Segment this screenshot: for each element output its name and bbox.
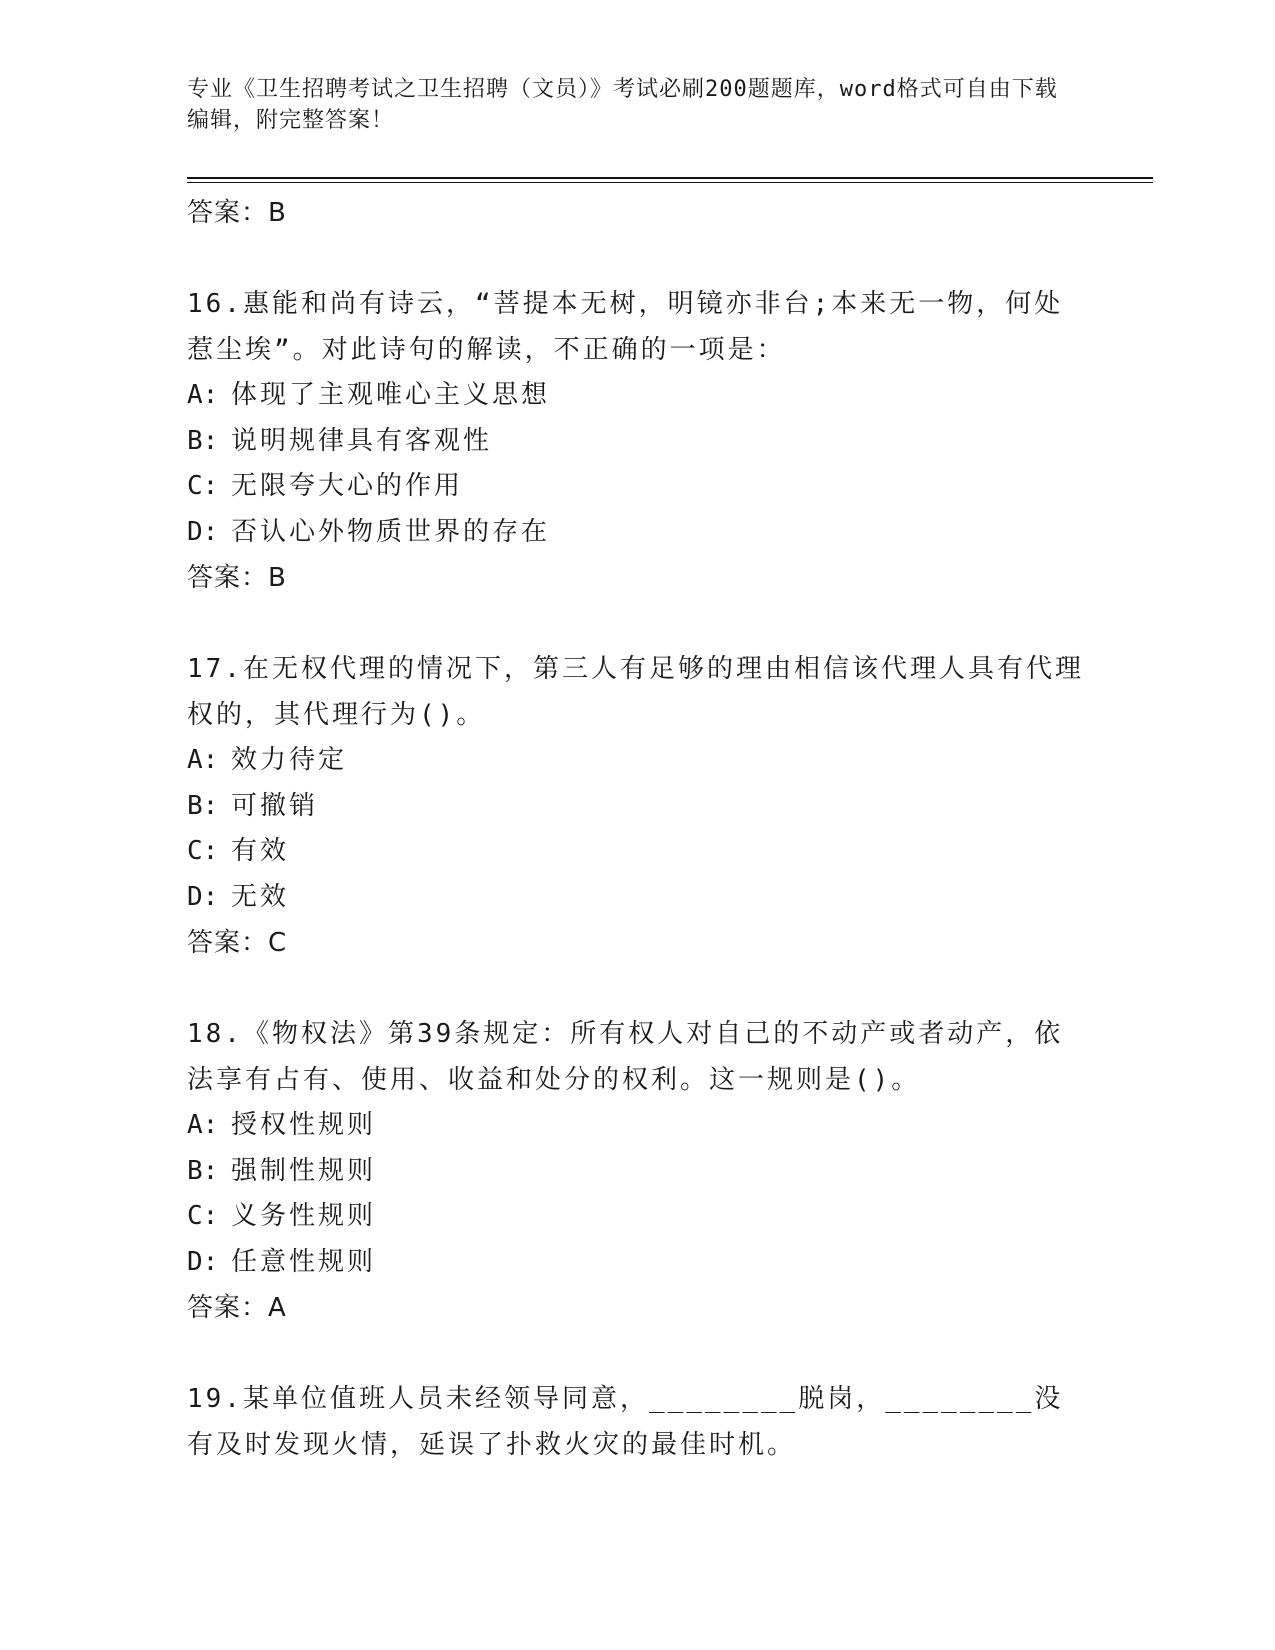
option-d [187, 875, 1087, 921]
question-number: 16. [187, 289, 243, 319]
option-key: D: [187, 516, 219, 547]
answer-line [187, 1285, 1087, 1331]
option-text: 效力待定 [231, 745, 348, 775]
question-number: 19. [187, 1384, 243, 1414]
option-b [187, 419, 1087, 465]
answer-value: C [268, 928, 288, 958]
answer-line [187, 190, 1087, 236]
option-text: 有效 [231, 836, 290, 866]
option-text: 无限夸大心的作用 [231, 471, 464, 501]
option-key: D: [187, 1246, 219, 1277]
question-body: 《物权法》第39条规定：所有权人对自己的不动产或者动产，依法享有占有、使用、收益和处分的权利。这一规则是()。 [187, 1019, 1064, 1095]
answer-value: B [268, 198, 287, 228]
answer-value: B [268, 563, 287, 593]
option-text: 可撤销 [231, 790, 319, 821]
option-key: C: [187, 471, 219, 501]
question-text [187, 1377, 1087, 1468]
question-number: 18. [187, 1019, 243, 1049]
question-text [187, 647, 1087, 738]
option-text: 无效 [231, 881, 290, 912]
option-c [187, 1194, 1087, 1240]
option-text: 授权性规则 [231, 1110, 377, 1140]
option-text: 任意性规则 [231, 1246, 377, 1277]
question-number: 17. [187, 654, 243, 684]
option-key: C: [187, 836, 219, 866]
answer-prefix: 答案： [187, 1293, 269, 1323]
option-b [187, 1149, 1087, 1195]
question-text [187, 282, 1087, 373]
question-16 [187, 282, 1087, 601]
spacer [187, 601, 1087, 647]
option-key: B: [187, 1155, 219, 1186]
option-c [187, 829, 1087, 875]
answer-value: A [268, 1293, 287, 1323]
option-key: D: [187, 881, 219, 912]
option-d [187, 1240, 1087, 1286]
question-body: 惠能和尚有诗云，“菩提本无树，明镜亦非台;本来无一物，何处惹尘埃”。对此诗句的解读，不正确的一项是： [187, 289, 1064, 365]
option-c [187, 464, 1087, 510]
document-header: 专业《卫生招聘考试之卫生招聘（文员）》考试必刷200题题库，word格式可自由下载编辑，附完整答案！ [187, 77, 1058, 133]
question-17 [187, 647, 1087, 966]
question-body: 某单位值班人员未经领导同意，________脱岗，________没有及时发现火情，延误了扑救火灾的最佳时机。 [187, 1384, 1064, 1460]
option-key: A: [187, 745, 219, 775]
option-text: 体现了主观唯心主义思想 [231, 380, 551, 410]
question-18 [187, 1012, 1087, 1331]
option-a [187, 373, 1087, 419]
option-text: 强制性规则 [231, 1155, 377, 1186]
option-key: A: [187, 380, 219, 410]
option-b [187, 784, 1087, 830]
option-text: 说明规律具有客观性 [231, 425, 493, 456]
question-19 [187, 1377, 1087, 1468]
option-text: 义务性规则 [231, 1201, 377, 1231]
option-a [187, 1103, 1087, 1149]
option-d [187, 510, 1087, 556]
question-text [187, 1012, 1087, 1103]
option-key: B: [187, 425, 219, 456]
answer-prefix: 答案： [187, 928, 269, 958]
spacer [187, 966, 1087, 1012]
header-rule-thick [187, 177, 1153, 179]
question-body: 在无权代理的情况下，第三人有足够的理由相信该代理人具有代理权的，其代理行为()。 [187, 654, 1084, 730]
spacer [187, 236, 1087, 282]
option-key: A: [187, 1110, 219, 1140]
option-text: 否认心外物质世界的存在 [231, 516, 551, 547]
question-list [187, 190, 1087, 1468]
answer-prefix: 答案： [187, 198, 269, 228]
option-a [187, 738, 1087, 784]
header-rule-thin [187, 182, 1153, 183]
option-key: B: [187, 790, 219, 821]
option-key: C: [187, 1201, 219, 1231]
answer-line [187, 920, 1087, 966]
answer-line [187, 555, 1087, 601]
spacer [187, 1331, 1087, 1377]
answer-prefix: 答案： [187, 563, 269, 593]
